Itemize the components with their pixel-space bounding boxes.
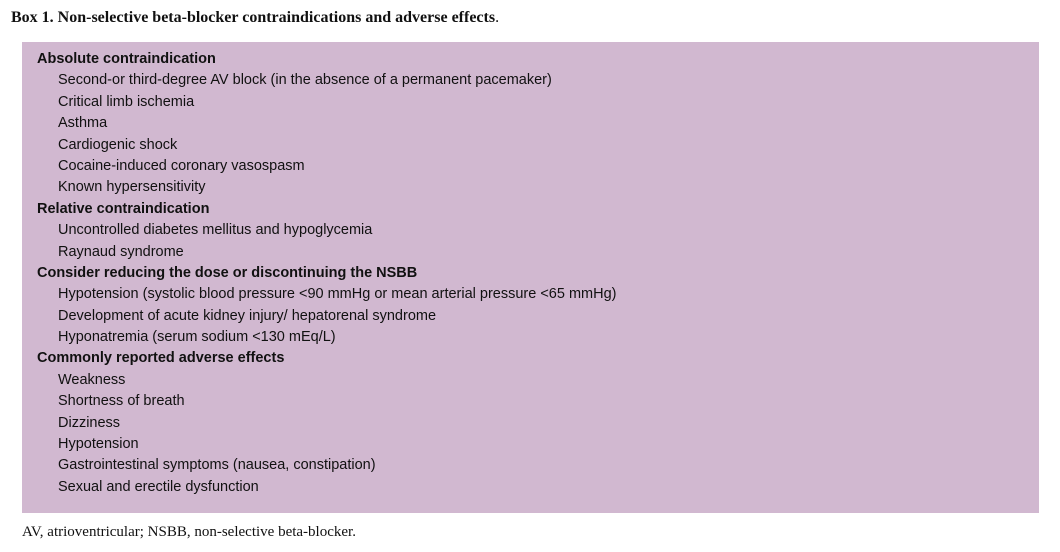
list-item: Cocaine-induced coronary vasospasm — [58, 157, 305, 174]
list-item: Second-or third-degree AV block (in the absence of a permanent pacemaker) — [58, 72, 552, 89]
list-item: Uncontrolled diabetes mellitus and hypoglycemia — [58, 222, 373, 239]
list-item: Sexual and erectile dysfunction — [58, 478, 259, 495]
section-heading: Commonly reported adverse effects — [37, 350, 285, 367]
box-title — [11, 9, 499, 27]
list-item: Gastrointestinal symptoms (nausea, constipation) — [58, 457, 376, 474]
list-item: Shortness of breath — [58, 393, 185, 410]
list-item: Hypotension (systolic blood pressure <90 mmHg or mean arterial pressure <65 mmHg) — [58, 286, 617, 303]
box-title-period: . — [495, 9, 500, 26]
section-heading: Relative contraindication — [37, 200, 210, 217]
list-item: Cardiogenic shock — [58, 136, 178, 153]
list-item: Known hypersensitivity — [58, 179, 206, 196]
list-item: Asthma — [58, 115, 108, 132]
section-heading: Consider reducing the dose or discontinuing the NSBB — [37, 264, 418, 281]
list-item: Hyponatremia (serum sodium <130 mEq/L) — [58, 329, 336, 346]
section-heading: Absolute contraindication — [37, 51, 216, 67]
list-item: Raynaud syndrome — [58, 243, 184, 260]
list-item: Dizziness — [58, 414, 121, 431]
list-item: Development of acute kidney injury/ hepatorenal syndrome — [58, 307, 437, 324]
box-content-panel — [22, 42, 1039, 513]
box-title-label: Box 1. Non-selective beta-blocker contraindications and adverse effects — [11, 9, 496, 26]
footnote: AV, atrioventricular; NSBB, non-selective beta-blocker. — [22, 524, 356, 540]
list-item: Critical limb ischemia — [58, 93, 195, 110]
list-item: Hypotension — [58, 436, 139, 453]
list-item: Weakness — [58, 371, 126, 388]
